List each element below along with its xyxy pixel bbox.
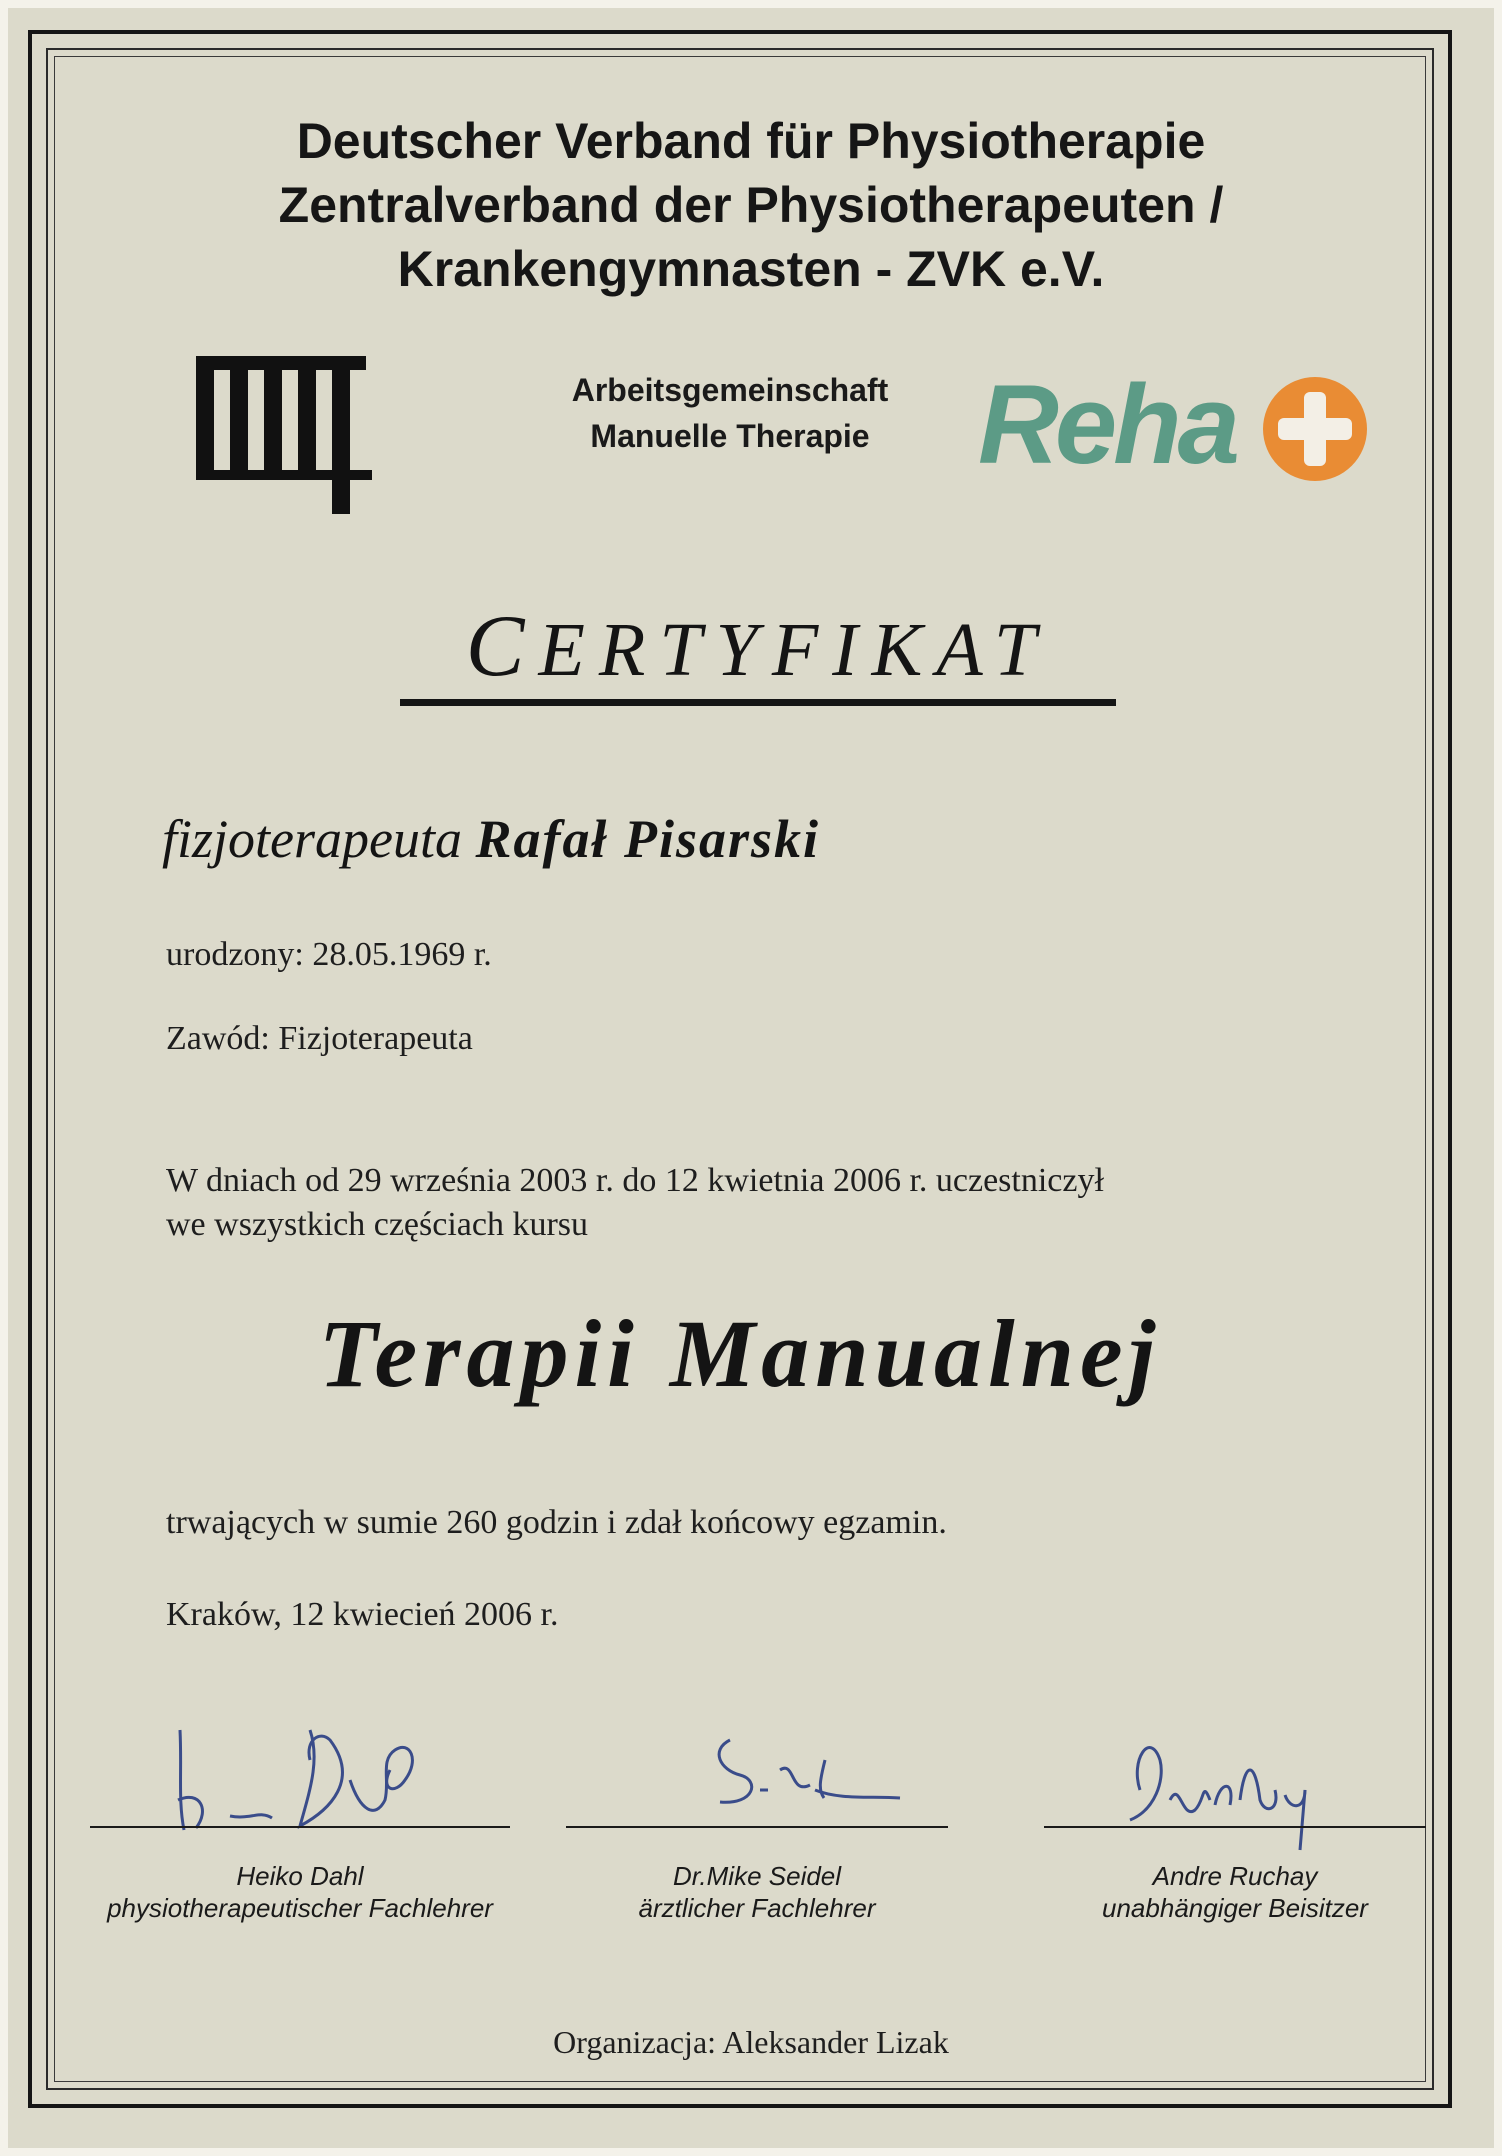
signature-andre-ruchay-icon <box>1110 1720 1330 1860</box>
birth-date: urodzony: 28.05.1969 r. <box>166 936 492 973</box>
place-date: Kraków, 12 kwiecień 2006 r. <box>166 1596 559 1633</box>
signer-3-role: unabhängiger Beisitzer <box>1102 1893 1368 1923</box>
course-name: Terapii Manualnej <box>318 1300 1162 1407</box>
certificate-title <box>400 598 1116 706</box>
signer-2-name: Dr.Mike Seidel <box>672 1861 842 1891</box>
signer-2 <box>527 1860 987 1924</box>
signer-2-role: ärztlicher Fachlehrer <box>638 1893 876 1923</box>
recipient-line <box>162 808 820 870</box>
signature-line-3 <box>1044 1826 1426 1828</box>
mt-logo-icon <box>196 356 376 516</box>
title-rest: ERTYFIKAT <box>538 608 1051 692</box>
ag-line-2: Manuelle Therapie <box>590 418 870 454</box>
signature-line-1 <box>90 1826 510 1828</box>
recipient-prefix: fizjoterapeuta <box>162 809 462 869</box>
ag-line-1: Arbeitsgemeinschaft <box>571 372 889 408</box>
signer-1-name: Heiko Dahl <box>236 1861 364 1891</box>
reha-logo-text: Reha <box>978 362 1236 487</box>
header-line-3: Krankengymnasten - ZVK e.V. <box>397 241 1105 297</box>
reha-plus-icon <box>1260 374 1370 484</box>
signer-3-name: Andre Ruchay <box>1152 1861 1318 1891</box>
recipient-name: Rafał Pisarski <box>475 809 821 869</box>
signature-line-2 <box>566 1826 948 1828</box>
signature-heiko-dahl-icon <box>160 1700 460 1840</box>
period-line-1: W dniach od 29 września 2003 r. do 12 kwietnia 2006 r. uczestniczył <box>166 1162 1104 1199</box>
profession: Zawód: Fizjoterapeuta <box>166 1020 473 1057</box>
signer-1 <box>60 1860 540 1924</box>
completion-text: trwających w sumie 260 godzin i zdał końcowy egzamin. <box>166 1504 947 1541</box>
header-line-1: Deutscher Verband für Physiotherapie <box>296 113 1206 169</box>
signer-3 <box>1005 1860 1465 1924</box>
period-line-2: we wszystkich częściach kursu <box>166 1206 589 1243</box>
header-line-2: Zentralverband der Physiotherapeuten / <box>278 177 1224 233</box>
reha-logo <box>978 362 1388 490</box>
signature-mike-seidel-icon <box>700 1720 920 1830</box>
title-initial: C <box>465 598 539 695</box>
organizer: Organizacja: Aleksander Lizak <box>553 2024 949 2060</box>
signer-1-role: physiotherapeutischer Fachlehrer <box>107 1893 493 1923</box>
